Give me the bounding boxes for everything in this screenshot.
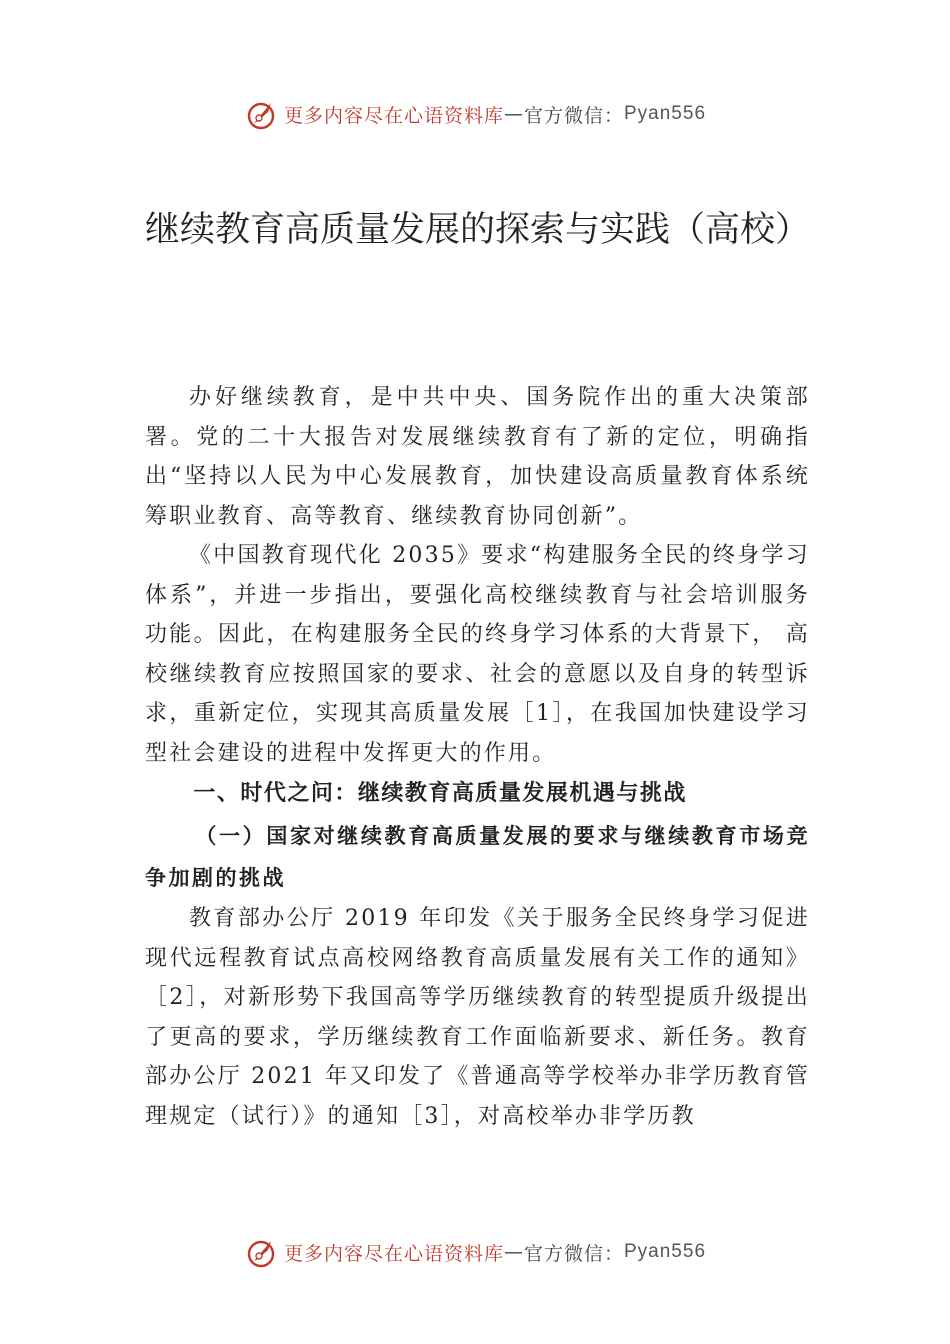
footer-watermark: [0, 1232, 950, 1272]
watermark-dash: —: [503, 1241, 524, 1263]
document-body: [145, 378, 810, 1136]
watermark-label: 官方微信：: [523, 1242, 624, 1265]
header-watermark: [0, 94, 950, 134]
section-heading: 一、时代之问：继续教育高质量发展机遇与挑战: [193, 781, 687, 806]
watermark-id: Pyan556: [624, 1241, 707, 1262]
paragraph-1: 办好继续教育，是中共中央、国务院作出的重大决策部署。党的二十大报告对发展继续教育有了新的定位，明确指出“坚持以人民为中心发展教育，加快建设高质量教育体系统筹职业教育、高等教育、继续教育协同创新”。: [145, 385, 810, 529]
document-title: 继续教育高质量发展的探索与实践（高校）: [145, 210, 811, 250]
quill-circle-logo-icon: [244, 1235, 278, 1269]
subsection-heading: （一）国家对继续教育高质量发展的要求与继续教育市场竞争加剧的挑战: [145, 823, 810, 890]
watermark-prefix: 更多内容尽在心语资料库: [283, 104, 504, 127]
paragraph-2: 《中国教育现代化 2035》要求“构建服务全民的终身学习体系”，并进一步指出，要强化高校继续教育与社会培训服务功能。因此，在构建服务全民的终身学习体系的大背景下， 高校继续教育应按照国家的要求、社会的意愿以及自身的转型诉求，重新定位，实现其高质量发展［1］，在我国加快建设学习型社会建设的进程中发挥更大的作用。: [145, 543, 810, 766]
watermark-id: Pyan556: [624, 103, 707, 124]
paragraph-3: 教育部办公厅 2019 年印发《关于服务全民终身学习促进现代远程教育试点高校网络教育高质量发展有关工作的通知》［2］，对新形势下我国高等学历继续教育的转型提质升级提出了更高的要求，学历继续教育工作面临新要求、新任务。教育部办公厅 2021 年又印发了《普通高等学校举办非学历教育管理规定（试行）》的通知［3］，对高校举办非学历教: [145, 906, 810, 1129]
watermark-prefix: 更多内容尽在心语资料库: [283, 1242, 504, 1265]
watermark-label: 官方微信：: [523, 104, 624, 127]
quill-circle-logo-icon: [244, 97, 278, 131]
watermark-dash: —: [503, 103, 524, 125]
